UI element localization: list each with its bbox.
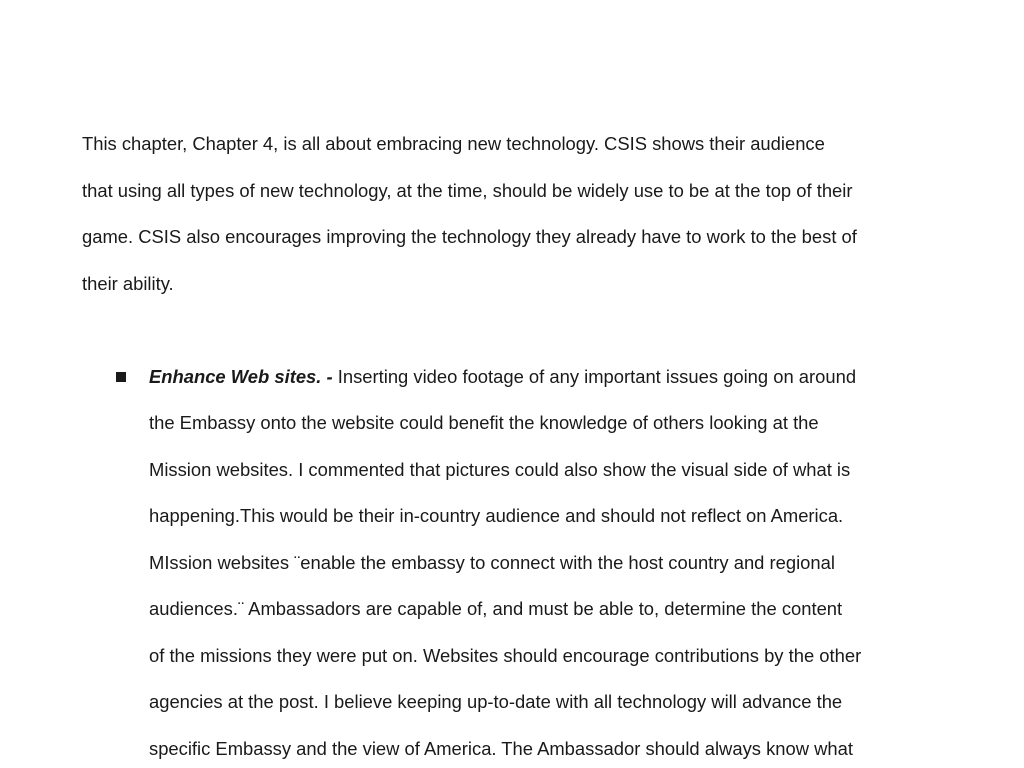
bullet-first-line-text: Inserting video footage of any important issues going on around [332, 366, 857, 387]
bullet-first-line [149, 366, 856, 388]
bullet-line: specific Embassy and the view of America. The Ambassador should always know what [149, 738, 853, 759]
intro-line: that using all types of new technology, at the time, should be widely use to be at the top of their [82, 180, 853, 201]
bullet-line: audiences.¨ Ambassadors are capable of, and must be able to, determine the content [149, 598, 843, 619]
intro-line: their ability. [82, 273, 174, 294]
bullet-line: Mission websites. I commented that pictures could also show the visual side of what is [149, 459, 851, 480]
bullet-line: agencies at the post. I believe keeping up-to-date with all technology will advance the [149, 691, 843, 712]
bullet-line: the Embassy onto the website could benefit the knowledge of others looking at the [149, 412, 819, 433]
bullet-line: MIssion websites ¨enable the embassy to connect with the host country and regional [149, 552, 835, 573]
bullet-heading: Enhance Web sites. - [149, 366, 333, 387]
intro-line: game. CSIS also encourages improving the technology they already have to work to the best of [82, 226, 857, 247]
bullet-line: happening.This would be their in-country audience and should not reflect on America. [149, 505, 844, 526]
bullet-line: of the missions they were put on. Websites should encourage contributions by the other [149, 645, 862, 666]
intro-line: This chapter, Chapter 4, is all about embracing new technology. CSIS shows their audience [82, 133, 825, 154]
square-bullet-icon [116, 372, 126, 382]
